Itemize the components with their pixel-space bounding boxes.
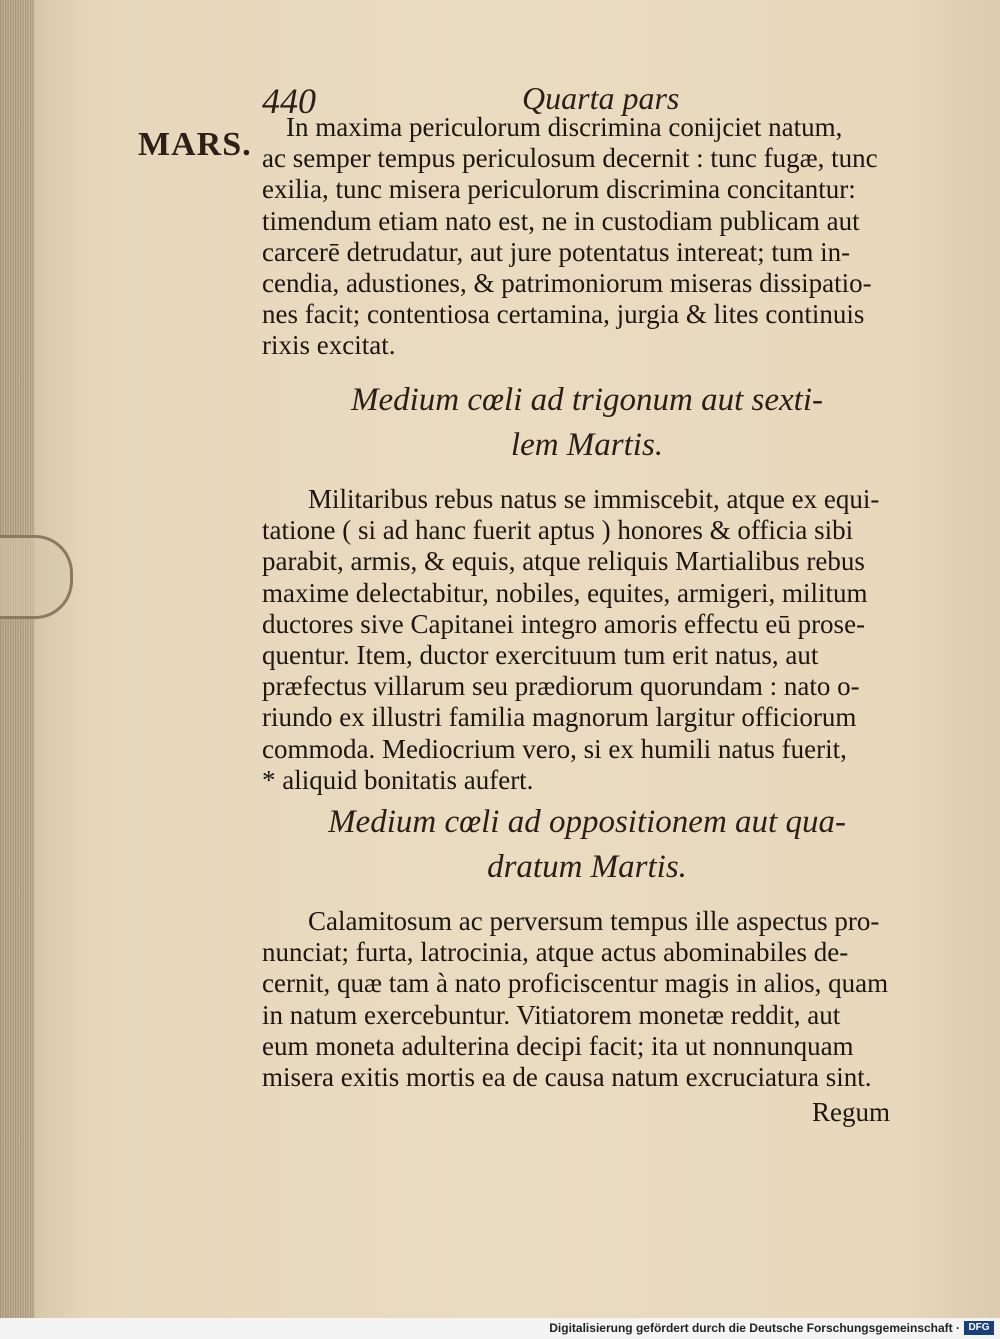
- book-clasp: [0, 535, 73, 619]
- text-line: commoda. Mediocrium vero, si ex humili natus fuerit,: [262, 733, 847, 764]
- text-line: * aliquid bonitatis aufert.: [262, 764, 534, 795]
- text-line: misera exitis mortis ea de causa natum excruciatura sint.: [262, 1062, 872, 1093]
- section-heading-1: [262, 378, 912, 468]
- text-line: carcerē detrudatur, aut jure potentatus intereat; tum in-: [262, 236, 851, 267]
- text-line: cendia, adustiones, & patrimoniorum miseras dissipatio-: [262, 268, 872, 299]
- text-line: Militaribus rebus natus se immiscebit, atque ex equi-: [308, 484, 880, 514]
- text-line: quentur. Item, ductor exercituum tum erit natus, aut: [262, 640, 819, 671]
- text-line: parabit, armis, & equis, atque reliquis Martialibus rebus: [262, 546, 865, 577]
- catchword: Regum: [812, 1097, 890, 1127]
- text-line: præfectus villarum seu prædiorum quorundam : nato o-: [262, 671, 860, 702]
- paragraph-3: [262, 906, 910, 1093]
- text-line: nunciat; furta, latrocinia, atque actus abominabiles de-: [262, 937, 849, 968]
- text-line: cernit, quæ tam à nato proficiscentur magis in alios, quam: [262, 968, 889, 999]
- paragraph-1: [262, 112, 910, 362]
- text-line: Calamitosum ac perversum tempus ille aspectus pro-: [308, 906, 880, 936]
- heading-line: dratum Martis.: [487, 849, 687, 885]
- heading-line: Medium cœli ad oppositionem aut qua-: [328, 804, 846, 840]
- digitization-footer: [0, 1318, 1000, 1339]
- text-line: rixis excitat.: [262, 330, 396, 361]
- page-number: 440: [262, 81, 316, 121]
- text-line: eum moneta adulterina decipi facit; ita ut nonnunquam: [262, 1030, 854, 1061]
- heading-line: Medium cœli ad trigonum aut sexti-: [350, 382, 824, 418]
- text-line: riundo ex illustri familia magnorum largitur officiorum: [262, 702, 857, 733]
- text-line: ductores sive Capitanei integro amoris effectu eū prose-: [262, 608, 866, 639]
- text-line: tatione ( si ad hanc fuerit aptus ) honores & officia sibi: [262, 515, 854, 546]
- text-line: In maxima periculorum discrimina conijciet natum,: [286, 112, 843, 142]
- page-edge-stack: [0, 0, 34, 1318]
- text-line: maxime delectabitur, nobiles, equites, armigeri, militum: [262, 577, 868, 608]
- running-head: Quarta pars: [522, 80, 680, 116]
- marginal-note: MARS.: [138, 126, 252, 163]
- text-line: ac semper tempus periculosum decernit : tunc fugæ, tunc: [262, 143, 878, 174]
- footer-credit: Digitalisierung gefördert durch die Deutsche Forschungsgemeinschaft ·: [549, 1321, 960, 1335]
- text-line: exilia, tunc misera periculorum discrimina concitantur:: [262, 174, 856, 205]
- dfg-logo: DFG: [964, 1321, 994, 1335]
- text-line: nes facit; contentiosa certamina, jurgia & lites continuis: [262, 299, 865, 330]
- text-line: timendum etiam nato est, ne in custodiam publicam aut: [262, 205, 860, 236]
- paragraph-2: [262, 484, 910, 796]
- text-line: in natum exercebuntur. Vitiatorem monetæ reddit, aut: [262, 999, 841, 1030]
- section-heading-2: [262, 800, 912, 890]
- heading-line: lem Martis.: [510, 427, 664, 463]
